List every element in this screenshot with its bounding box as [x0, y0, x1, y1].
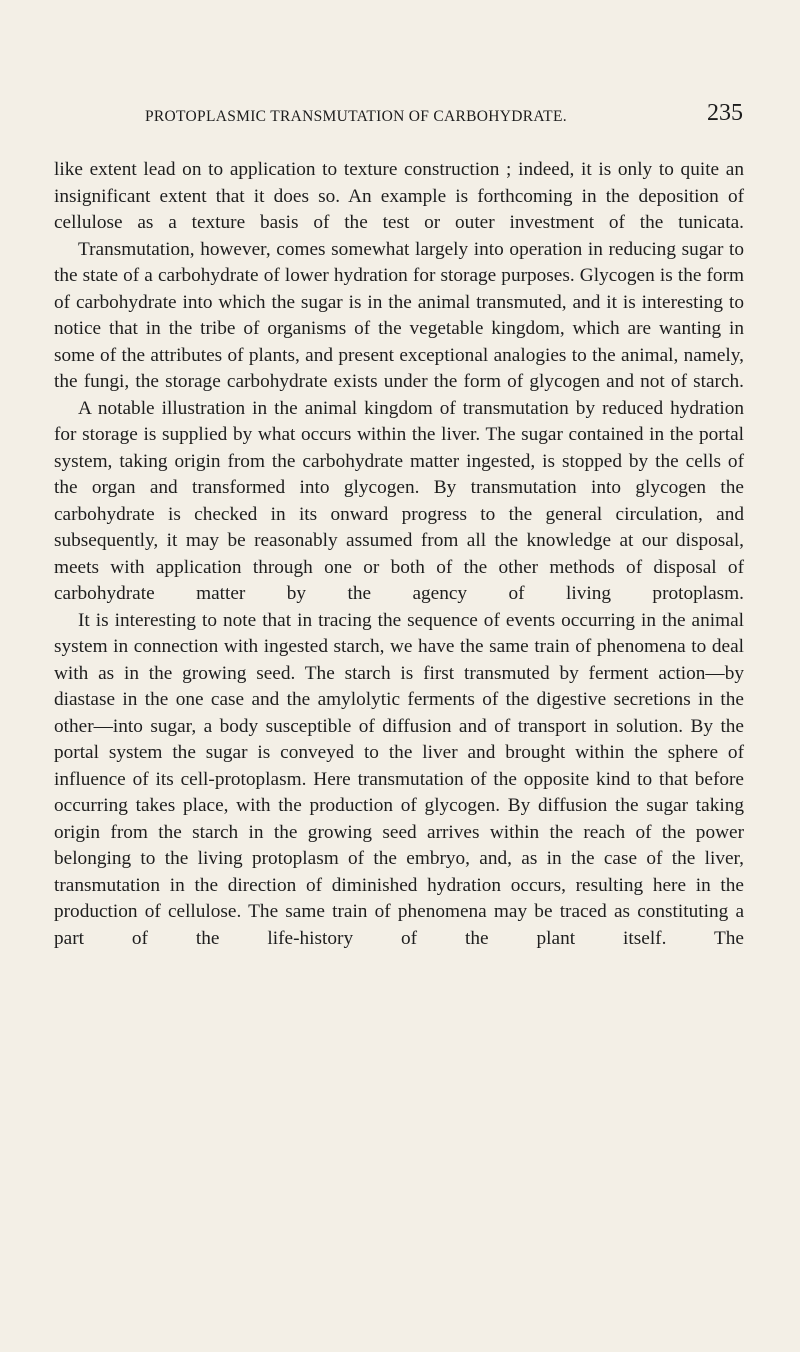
body-text — [54, 157, 744, 952]
paragraph-1: like extent lead on to application to texture construction ; indeed, it is only to quite an insignificant extent that it does so. An example is forthcoming in the deposition of cellulose as a texture basis of the test or outer investment of the tunicata. — [54, 159, 744, 233]
paragraph-2: Transmutation, however, comes somewhat largely into operation in reducing sugar to the state of a carbohydrate of lower hydration for storage purposes. Glycogen is the form of carbohydrate into which the sugar is in the animal transmuted, and it is interesting to notice that in the tribe of organisms of the vegetable kingdom, which are wanting in some of the attributes of plants, and present exceptional analogies to the animal, namely, the fungi, the storage carbohydrate exists under the form of glycogen and not of starch. — [54, 238, 744, 392]
running-head — [145, 100, 743, 130]
running-title: PROTOPLASMIC TRANSMUTATION OF CARBOHYDRATE. — [145, 108, 567, 125]
paragraph-3: A notable illustration in the animal kingdom of transmutation by reduced hydration for storage is supplied by what occurs within the liver. The sugar contained in the portal system, taking origin from the carbohydrate matter ingested, is stopped by the cells of the organ and transformed into glycogen. By transmutation into glycogen the carbohydrate is checked in its onward progress to the general circulation, and subsequently, it may be reasonably assumed from all the knowledge at our disposal, meets with application through one or both of the other methods of disposal of carbohydrate matter by the agency of living protoplasm. — [54, 397, 744, 604]
paragraph-4: It is interesting to note that in tracing the sequence of events occurring in the animal system in connection with ingested starch, we have the same train of phenomena to deal with as in the growing seed. The starch is first transmuted by ferment action—by diastase in the one case and the amylolytic ferments of the digestive secretions in the other—into sugar, a body susceptible of diffusion and of transport in solution. By the portal system the sugar is conveyed to the liver and brought within the sphere of influence of its cell-protoplasm. Here transmutation of the opposite kind to that before occurring takes place, with the production of glycogen. By diffusion the sugar taking origin from the starch in the growing seed arrives within the reach of the power belonging to the living protoplasm of the embryo, and, as in the case of the liver, transmutation in the direction of diminished hydration occurs, resulting here in the production of cellulose. The same train of phenomena may be traced as constituting a part of the life-history of the plant itself. The — [54, 609, 744, 949]
page-number: 235 — [707, 100, 743, 126]
